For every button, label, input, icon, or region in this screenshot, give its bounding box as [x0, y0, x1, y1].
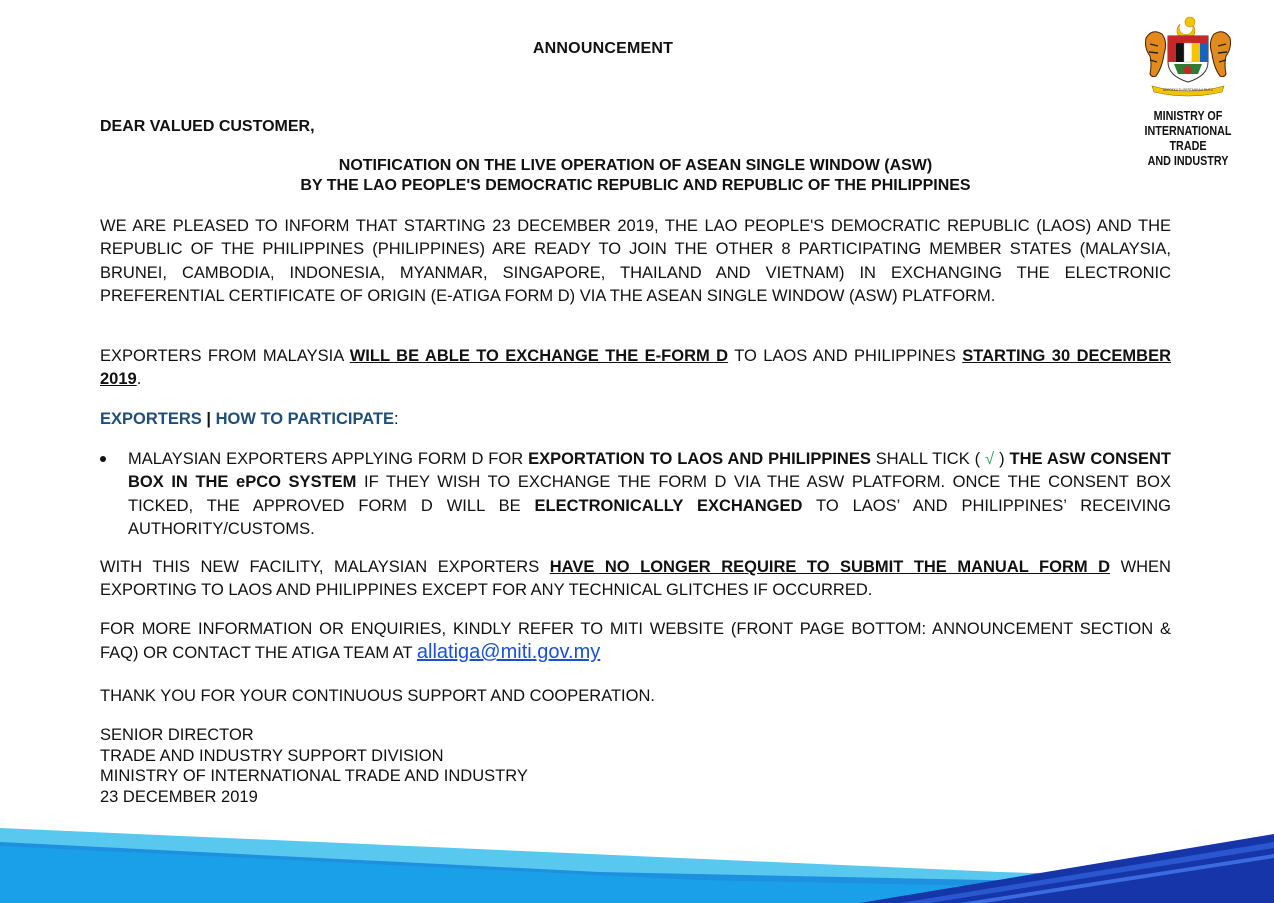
logo-ribbon-motto: BERSEKUTU BERTAMBAH MUTU — [1162, 88, 1214, 92]
bullet-emphasis-exchanged: ELECTRONICALLY EXCHANGED — [534, 496, 803, 515]
bullet-text-4: IF THEY WISH TO EXCHANGE THE FORM D VIA THE ASW PLATFORM. ONCE THE CONSENT BOX TICKED, THE APPROVED FORM D WILL BE — [128, 473, 1171, 515]
announcement-title: ANNOUNCEMENT — [532, 40, 674, 57]
p2-emphasis-exchange: WILL BE ABLE TO EXCHANGE THE E-FORM D — [349, 347, 729, 365]
section-heading-participate: HOW TO PARTICIPATE — [215, 410, 395, 428]
p3-text-1: WITH THIS NEW FACILITY, MALAYSIAN EXPORTERS — [100, 558, 550, 576]
ministry-caption-line-2: INTERNATIONAL TRADE — [1144, 124, 1232, 153]
signature-division: TRADE AND INDUSTRY SUPPORT DIVISION — [100, 746, 444, 765]
bullet-text-3: ) — [994, 450, 1010, 468]
footer-wave-decoration — [0, 828, 1274, 903]
bullet-list-item — [128, 448, 1171, 541]
paragraph-facility — [100, 556, 1171, 603]
p3-text-2: WHEN EXPORTING TO LAOS AND PHILIPPINES EXCEPT FOR ANY TECHNICAL GLITCHES IF OCCURRED. — [100, 558, 1171, 600]
greeting: DEAR VALUED CUSTOMER, — [100, 118, 315, 135]
p2-emphasis-date: STARTING 30 DECEMBER 2019 — [100, 347, 1171, 389]
coat-of-arms-icon — [1138, 14, 1238, 102]
signature-block — [100, 725, 528, 807]
bullet-emphasis-exportation: EXPORTATION TO LAOS AND PHILIPPINES — [528, 450, 871, 468]
subject-heading — [100, 156, 1171, 196]
p2-period: . — [136, 370, 142, 389]
subject-line-2: BY THE LAO PEOPLE'S DEMOCRATIC REPUBLIC AND REPUBLIC OF THE PHILIPPINES — [300, 177, 971, 194]
bullet-text-1: MALAYSIAN EXPORTERS APPLYING FORM D FOR — [128, 450, 529, 468]
paragraph-exchange — [100, 345, 1171, 392]
signature-title: SENIOR DIRECTOR — [100, 726, 254, 744]
paragraph-thanks: THANK YOU FOR YOUR CONTINUOUS SUPPORT AND COOPERATION. — [100, 687, 655, 705]
section-heading-separator: | — [201, 410, 216, 428]
p2-text-2: TO LAOS AND PHILIPPINES — [728, 347, 963, 365]
bullet-dot-icon — [100, 456, 106, 462]
ministry-caption-line-1: MINISTRY OF — [1153, 109, 1223, 123]
subject-line-1: NOTIFICATION ON THE LIVE OPERATION OF ASEAN SINGLE WINDOW (ASW) — [338, 157, 933, 174]
checkmark-icon: √ — [985, 450, 995, 468]
signature-date: 23 DECEMBER 2019 — [100, 787, 258, 806]
section-heading-exporters: EXPORTERS — [100, 410, 202, 428]
paragraph-contact — [100, 618, 1171, 666]
p2-text-1: EXPORTERS FROM MALAYSIA — [100, 347, 350, 365]
signature-ministry: MINISTRY OF INTERNATIONAL TRADE AND INDUSTRY — [100, 767, 528, 785]
email-link[interactable]: allatiga@miti.gov.my — [416, 641, 601, 664]
paragraph-intro: WE ARE PLEASED TO INFORM THAT STARTING 23 DECEMBER 2019, THE LAO PEOPLE'S DEMOCRATIC REPUBLIC (LAOS) AND THE REPUBLIC OF THE PHILIPPINES (PHILIPPINES) ARE READY TO JOIN THE OTHER 8 PARTICIPATING MEMBER STATES (MALAYSIA, BRUNEI, CAMBODIA, INDONESIA, MYANMAR, SINGAPORE, THAILAND AND VIETNAM) IN EXCHANGING THE ELECTRONIC PREFERENTIAL CERTIFICATE OF ORIGIN (E-ATIGA FORM D) VIA THE ASEAN SINGLE WINDOW (ASW) PLATFORM. — [100, 217, 1171, 305]
bullet-emphasis-consent: THE ASW CONSENT BOX IN THE ePCO SYSTEM — [128, 450, 1171, 492]
p4-text: FOR MORE INFORMATION OR ENQUIRIES, KINDLY REFER TO MITI WEBSITE (FRONT PAGE BOTTOM: ANNOUNCEMENT SECTION & FAQ) OR CONTACT THE ATIGA TEAM AT — [100, 620, 1171, 663]
section-heading — [100, 408, 1171, 431]
ministry-caption-line-3: AND INDUSTRY — [1147, 154, 1229, 168]
section-heading-colon: : — [394, 410, 399, 428]
bullet-text-2: SHALL TICK ( — [870, 450, 986, 468]
bullet-text-5: TO LAOS’ AND PHILIPPINES’ RECEIVING AUTHORITY/CUSTOMS. — [128, 496, 1172, 538]
p3-emphasis-no-manual: HAVE NO LONGER REQUIRE TO SUBMIT THE MANUAL FORM D — [549, 558, 1111, 576]
ministry-logo — [1118, 14, 1258, 169]
